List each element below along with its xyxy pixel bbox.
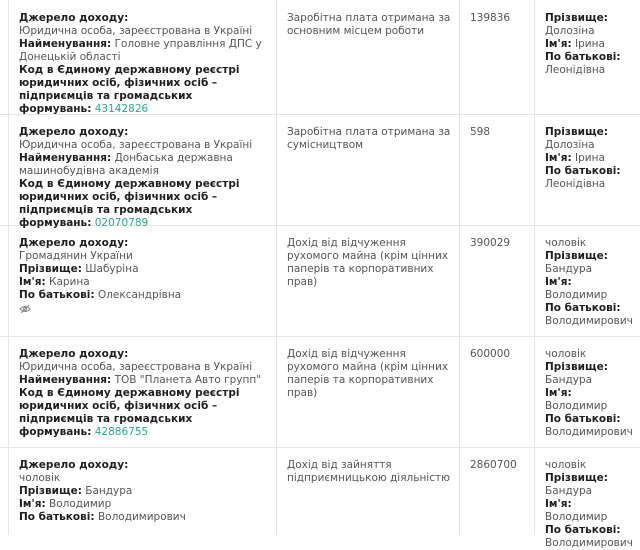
- source-surname: Бандура: [85, 485, 133, 497]
- income-source-cell: [8, 447, 276, 535]
- amount-cell: [459, 0, 534, 114]
- registry-code-link[interactable]: 43142826: [94, 103, 149, 115]
- table-row: [0, 225, 640, 337]
- first-name-label: Ім'я:: [545, 498, 572, 510]
- source-type: Юридична особа, зареєстрована в Україні: [19, 361, 253, 373]
- table-row: [0, 0, 640, 115]
- code-label: Код в Єдиному державному реєстрі юридичних осіб, фізичних осіб – підприємців та громадських формувань:: [19, 178, 240, 229]
- income-source-cell: [8, 225, 276, 336]
- source-patronymic: Володимирович: [97, 511, 186, 523]
- recipient-cell: [534, 447, 640, 549]
- recipient-first-name: Володимир: [545, 511, 608, 523]
- recipient-cell: [534, 114, 640, 225]
- first-name-label: Ім'я:: [19, 276, 46, 288]
- amount-cell: [459, 336, 534, 447]
- name-label: Найменування:: [19, 374, 112, 386]
- source-first-name: Володимир: [49, 498, 112, 510]
- source-surname: Шабуріна: [85, 263, 139, 275]
- recipient-cell: [534, 336, 640, 447]
- registry-code-link[interactable]: 02070789: [94, 217, 149, 229]
- income-source-cell: [8, 336, 276, 447]
- first-name-label: Ім'я:: [545, 276, 572, 288]
- recipient-first-name: Володимир: [545, 289, 608, 301]
- source-type: Громадянин України: [19, 250, 133, 262]
- surname-label: Прізвище:: [545, 126, 608, 138]
- first-name-label: Ім'я:: [545, 38, 572, 50]
- table-row: [0, 114, 640, 229]
- code-label: Код в Єдиному державному реєстрі юридичних осіб, фізичних осіб – підприємців та громадських формувань:: [19, 64, 240, 115]
- registry-code-link[interactable]: 42886755: [94, 426, 149, 438]
- source-first-name: Карина: [49, 276, 90, 288]
- code-label: Код в Єдиному державному реєстрі юридичних осіб, фізичних осіб – підприємців та громадських формувань:: [19, 387, 240, 438]
- income-type-cell: [276, 336, 459, 447]
- amount-cell: [459, 225, 534, 336]
- source-patronymic: Олександрівна: [97, 289, 182, 301]
- organization-name: Головне управління ДПС у Донецькій області: [19, 38, 262, 63]
- patronymic-label: По батькові:: [545, 413, 621, 425]
- surname-label: Прізвище:: [19, 263, 82, 275]
- income-type: Заробітна плата отримана за сумісництвом: [287, 126, 451, 151]
- income-amount: 2860700: [470, 459, 517, 471]
- recipient-surname: Долозіна: [545, 25, 595, 37]
- income-amount: 390029: [470, 237, 511, 249]
- first-name-label: Ім'я:: [545, 387, 572, 399]
- income-type: Дохід від відчуження рухомого майна (крім цінних паперів та корпоративних прав): [287, 237, 449, 288]
- income-type-cell: [276, 447, 459, 535]
- recipient-first-name: Ірина: [575, 152, 605, 164]
- patronymic-label: По батькові:: [545, 165, 621, 177]
- recipient-cell: [534, 0, 640, 114]
- name-label: Найменування:: [19, 38, 112, 50]
- surname-label: Прізвище:: [545, 361, 608, 373]
- income-type: Дохід від зайняття підприємницькою діяльністю: [287, 459, 450, 484]
- income-type-cell: [276, 114, 459, 225]
- income-amount: 139836: [470, 12, 511, 24]
- surname-label: Прізвище:: [545, 12, 608, 24]
- recipient-patronymic: Леонідівна: [545, 178, 606, 190]
- income-source-cell: [8, 0, 276, 114]
- patronymic-label: По батькові:: [19, 289, 95, 301]
- recipient-surname: Долозіна: [545, 139, 595, 151]
- recipient-relation: чоловік: [545, 459, 587, 471]
- recipient-patronymic: Володимирович: [545, 315, 633, 327]
- organization-name: ТОВ "Планета Авто групп": [114, 374, 262, 386]
- income-type-cell: [276, 0, 459, 114]
- amount-cell: [459, 114, 534, 225]
- income-source-cell: [8, 114, 276, 229]
- income-amount: 600000: [470, 348, 511, 360]
- recipient-patronymic: Леонідівна: [545, 64, 606, 76]
- eye-off-icon[interactable]: [19, 304, 31, 314]
- patronymic-label: По батькові:: [545, 51, 621, 63]
- recipient-relation: чоловік: [545, 348, 587, 360]
- source-label: Джерело доходу:: [19, 459, 129, 471]
- source-label: Джерело доходу:: [19, 126, 129, 138]
- surname-label: Прізвище:: [545, 472, 608, 484]
- recipient-surname: Бандура: [545, 485, 593, 497]
- income-type: Заробітна плата отримана за основним місцем роботи: [287, 12, 451, 37]
- recipient-surname: Бандура: [545, 263, 593, 275]
- table-row: [0, 447, 640, 549]
- patronymic-label: По батькові:: [545, 524, 621, 536]
- source-type: Юридична особа, зареєстрована в Україні: [19, 139, 253, 151]
- surname-label: Прізвище:: [545, 250, 608, 262]
- patronymic-label: По батькові:: [545, 302, 621, 314]
- first-name-label: Ім'я:: [545, 152, 572, 164]
- source-type: Юридична особа, зареєстрована в Україні: [19, 25, 253, 37]
- income-type-cell: [276, 225, 459, 336]
- income-type: Дохід від відчуження рухомого майна (крім цінних паперів та корпоративних прав): [287, 348, 449, 399]
- first-name-label: Ім'я:: [19, 498, 46, 510]
- recipient-cell: [534, 225, 640, 336]
- name-label: Найменування:: [19, 152, 112, 164]
- table-row: [0, 336, 640, 448]
- recipient-relation: чоловік: [545, 237, 587, 249]
- source-type: чоловік: [19, 472, 61, 484]
- source-label: Джерело доходу:: [19, 348, 129, 360]
- recipient-first-name: Володимир: [545, 400, 608, 412]
- surname-label: Прізвище:: [19, 485, 82, 497]
- organization-name: Донбаська державна машинобудівна академія: [19, 152, 233, 177]
- income-amount: 598: [470, 126, 491, 138]
- source-label: Джерело доходу:: [19, 237, 129, 249]
- patronymic-label: По батькові:: [19, 511, 95, 523]
- recipient-first-name: Ірина: [575, 38, 605, 50]
- recipient-patronymic: Володимирович: [545, 537, 633, 549]
- source-label: Джерело доходу:: [19, 12, 129, 24]
- recipient-surname: Бандура: [545, 374, 593, 386]
- amount-cell: [459, 447, 534, 535]
- recipient-patronymic: Володимирович: [545, 426, 633, 438]
